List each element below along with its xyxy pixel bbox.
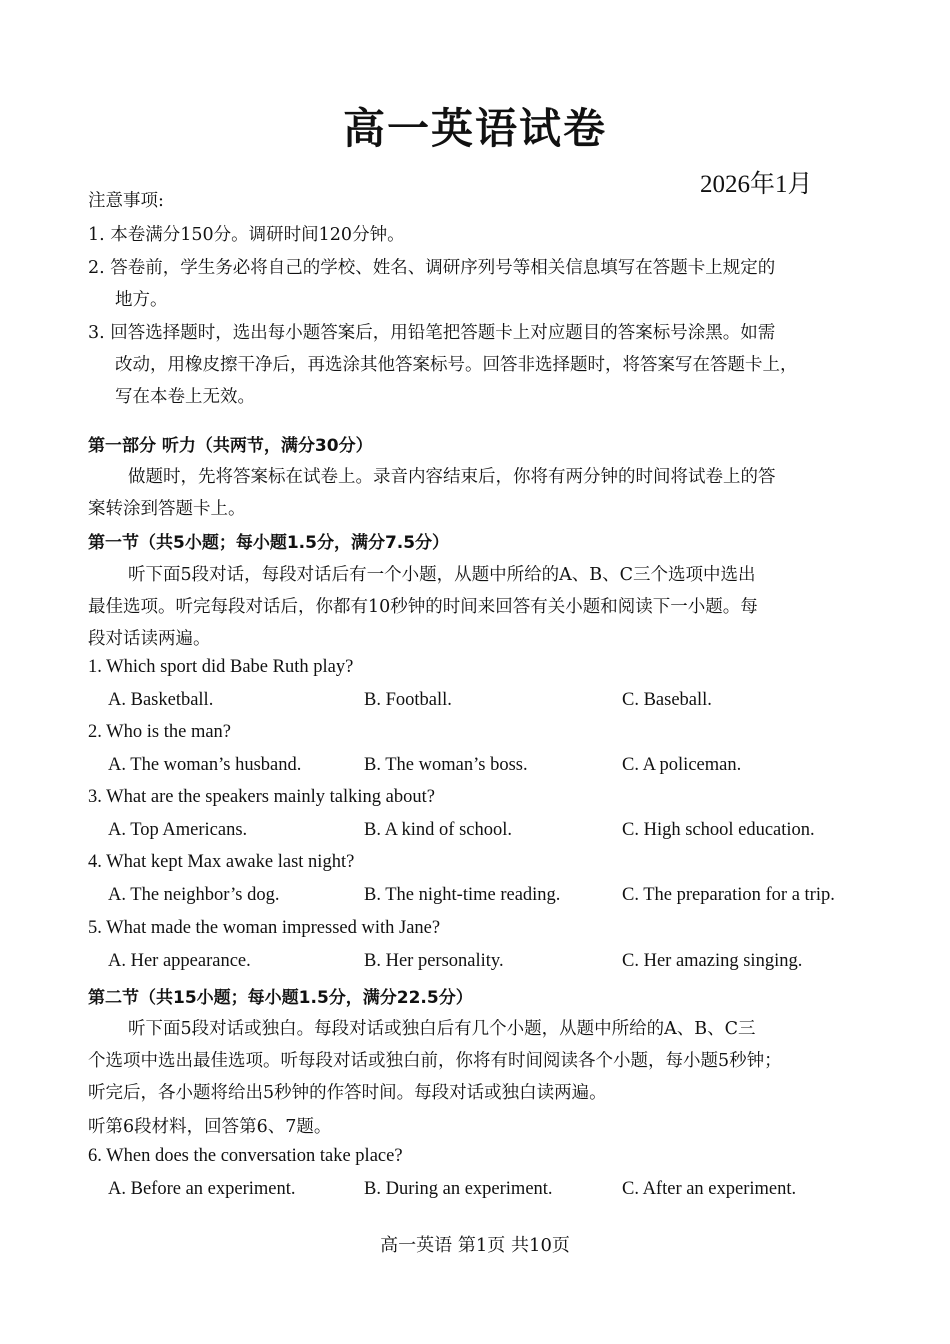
question-2: 2. Who is the man? — [88, 722, 232, 742]
page-footer: 高一英语 第1页 共10页 — [380, 1235, 570, 1256]
option-b: B. Football. — [364, 690, 452, 710]
section1-intro: 段对话读两遍。 — [88, 629, 211, 649]
part1-heading: 第一部分 听力（共两节，满分30分） — [88, 436, 373, 456]
section2-intro: 听下面5段对话或独白。每段对话或独白后有几个小题，从题中所给的A、B、C三 — [128, 1019, 756, 1039]
option-b: B. The woman’s boss. — [364, 755, 528, 775]
option-b: B. A kind of school. — [364, 820, 513, 840]
option-a: A. The woman’s husband. — [108, 755, 302, 775]
question-6: 6. When does the conversation take place? — [88, 1146, 403, 1166]
option-c: C. After an experiment. — [622, 1179, 797, 1199]
notice-item: 地方。 — [115, 290, 168, 310]
option-b: B. The night-time reading. — [364, 885, 561, 905]
option-a: A. The neighbor’s dog. — [108, 885, 280, 905]
option-a: A. Before an experiment. — [108, 1179, 296, 1199]
option-c: C. High school education. — [622, 820, 815, 840]
part1-intro: 案转涂到答题卡上。 — [88, 499, 246, 519]
notice-item: 2. 答卷前，学生务必将自己的学校、姓名、调研序列号等相关信息填写在答题卡上规定的 — [88, 258, 776, 278]
section1-intro: 最佳选项。听完每段对话后，你都有10秒钟的时间来回答有关小题和阅读下一小题。每 — [88, 597, 758, 617]
section2-heading: 第二节（共15小题；每小题1.5分，满分22.5分） — [88, 988, 473, 1008]
notice-item: 1. 本卷满分150分。调研时间120分钟。 — [88, 225, 405, 245]
notice-item: 写在本卷上无效。 — [115, 387, 255, 407]
notice-item: 3. 回答选择题时，选出每小题答案后，用铅笔把答题卡上对应题目的答案标号涂黑。如需 — [88, 323, 776, 343]
option-c: C. The preparation for a trip. — [622, 885, 835, 905]
option-c: C. Her amazing singing. — [622, 951, 803, 971]
part1-intro: 做题时，先将答案标在试卷上。录音内容结束后，你将有两分钟的时间将试卷上的答 — [128, 467, 776, 487]
notice-heading: 注意事项: — [88, 191, 164, 211]
option-a: A. Her appearance. — [108, 951, 251, 971]
notice-item: 改动，用橡皮擦干净后，再选涂其他答案标号。回答非选择题时，将答案写在答题卡上， — [115, 355, 798, 375]
option-a: A. Basketball. — [108, 690, 214, 710]
section2-intro: 听完后，各小题将给出5秒钟的作答时间。每段对话或独白读两遍。 — [88, 1083, 607, 1103]
page-title: 高一英语试卷 — [342, 104, 607, 153]
question-1: 1. Which sport did Babe Ruth play? — [88, 657, 354, 677]
option-c: C. A policeman. — [622, 755, 742, 775]
option-b: B. Her personality. — [364, 951, 504, 971]
section2-intro: 个选项中选出最佳选项。听每段对话或独白前，你将有时间阅读各个小题，每小题5秒钟； — [88, 1051, 782, 1071]
question-4: 4. What kept Max awake last night? — [88, 852, 355, 872]
material-instruction: 听第6段材料，回答第6、7题。 — [88, 1117, 332, 1137]
exam-date: 2026年1月 — [700, 171, 813, 198]
question-5: 5. What made the woman impressed with Jane? — [88, 918, 441, 938]
section1-heading: 第一节（共5小题；每小题1.5分，满分7.5分） — [88, 533, 450, 553]
option-c: C. Baseball. — [622, 690, 712, 710]
option-b: B. During an experiment. — [364, 1179, 553, 1199]
question-3: 3. What are the speakers mainly talking about? — [88, 787, 435, 807]
section1-intro: 听下面5段对话，每段对话后有一个小题，从题中所给的A、B、C三个选项中选出 — [128, 565, 756, 585]
option-a: A. Top Americans. — [108, 820, 248, 840]
